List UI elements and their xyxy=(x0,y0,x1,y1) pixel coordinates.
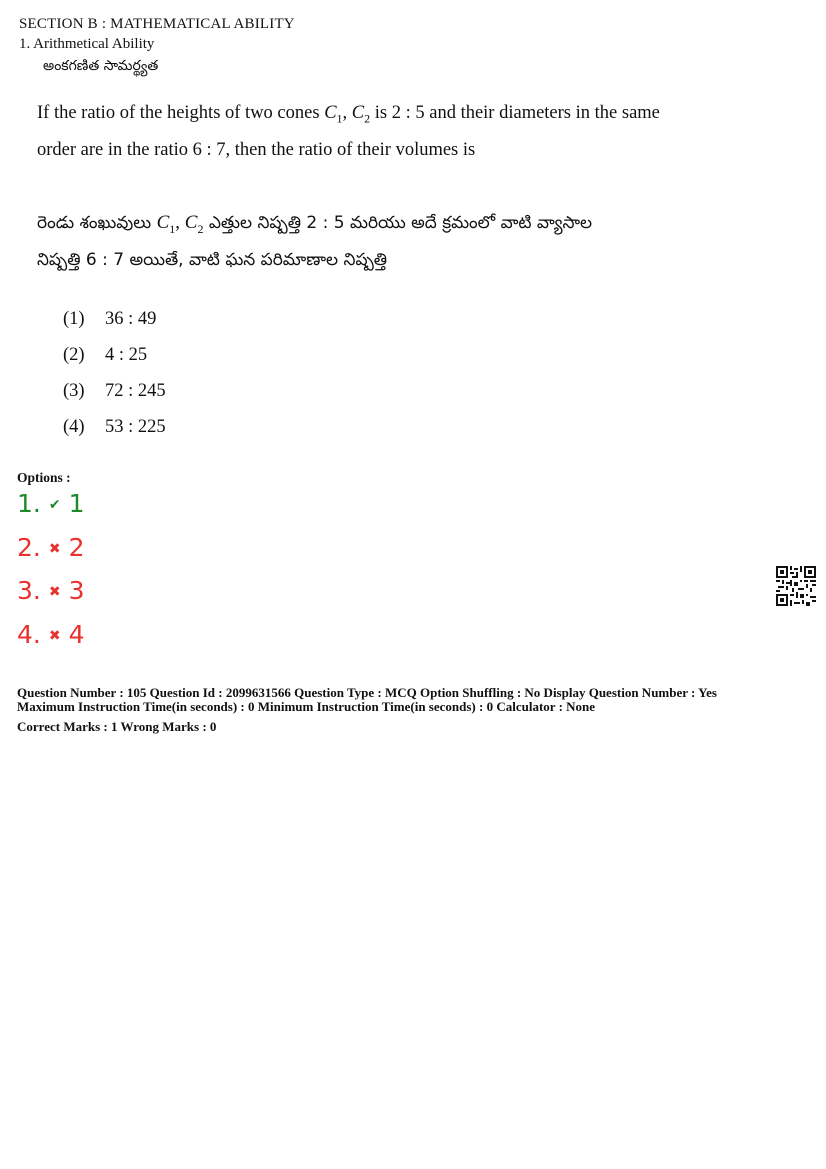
question-text-part: If the ratio of the heights of two cones xyxy=(37,103,325,123)
choice-4 xyxy=(17,620,85,649)
cross-icon: ✖ xyxy=(48,628,61,644)
question-text-te-line2: నిష్పత్తి 6 : 7 అయితే, వాటి ఘన పరిమాణాల నిష్పత్తి xyxy=(37,250,388,270)
option-text: 53 : 225 xyxy=(105,417,166,437)
option-text: 36 : 49 xyxy=(105,309,157,329)
options-label: Options : xyxy=(17,470,71,485)
subsection-heading-telugu: అంకగణిత సామర్థ్యత xyxy=(43,58,159,74)
answer-option-2 xyxy=(63,345,147,366)
cone-c1 xyxy=(324,103,343,126)
cone-c2 xyxy=(351,103,371,126)
option-number: (1) xyxy=(63,309,85,329)
cross-icon: ✖ xyxy=(48,584,61,600)
choice-index: 1. xyxy=(17,489,41,518)
question-metadata-line1: Question Number : 105 Question Id : 2099631566 Question Type : MCQ Option Shuffling : No Display Question Number : Yes xyxy=(17,685,717,700)
cone-c2-letter: C xyxy=(351,103,365,123)
choice-value: 4 xyxy=(68,620,85,649)
choice-1 xyxy=(17,489,85,518)
cone-c2-sub: 2 xyxy=(364,111,371,126)
choice-value: 2 xyxy=(68,533,85,562)
option-text: 72 : 245 xyxy=(105,381,166,401)
question-text-te-part: రెండు శంఖువులు xyxy=(37,213,157,233)
question-text-part: is 2 : 5 and their diameters in the same xyxy=(370,103,660,123)
question-text-en-line2: order are in the ratio 6 : 7, then the ratio of their volumes is xyxy=(37,140,476,160)
question-text-te-part: ఎత్తుల నిష్పత్తి 2 : 5 మరియు అదే క్రమంలో వాటి వ్యాసాల xyxy=(203,213,593,233)
choice-index: 2. xyxy=(17,533,41,562)
cross-icon: ✖ xyxy=(48,541,61,557)
qr-code-icon xyxy=(776,566,816,606)
choice-index: 4. xyxy=(17,620,41,649)
choice-3 xyxy=(17,576,85,605)
choice-2 xyxy=(17,533,85,562)
choice-value: 3 xyxy=(68,576,85,605)
answer-option-4 xyxy=(63,417,166,438)
check-icon: ✔ xyxy=(48,497,61,513)
question-marks: Correct Marks : 1 Wrong Marks : 0 xyxy=(17,719,217,734)
question-metadata-line2: Maximum Instruction Time(in seconds) : 0 Minimum Instruction Time(in seconds) : 0 Calculator : None xyxy=(17,699,596,714)
option-number: (3) xyxy=(63,381,85,401)
question-text-en-line1 xyxy=(37,103,660,127)
cone-c1-letter: C xyxy=(324,103,337,123)
cone-c2-te xyxy=(184,212,204,236)
cone-c2-letter: C xyxy=(184,212,198,233)
section-heading: SECTION B : MATHEMATICAL ABILITY xyxy=(19,16,295,32)
cone-c1-sub: 1 xyxy=(169,221,176,236)
choice-value: 1 xyxy=(68,489,85,518)
choice-index: 3. xyxy=(17,576,41,605)
question-text-te-line1 xyxy=(37,212,592,237)
option-number: (2) xyxy=(63,345,85,365)
cone-c1-letter: C xyxy=(156,212,170,233)
cone-c1-sub: 1 xyxy=(336,111,343,126)
option-number: (4) xyxy=(63,417,85,437)
subsection-heading: 1. Arithmetical Ability xyxy=(19,36,155,52)
cone-c2-sub: 2 xyxy=(197,221,204,236)
cone-c1-te xyxy=(156,212,176,236)
option-text: 4 : 25 xyxy=(105,345,148,365)
comma: , xyxy=(342,103,352,123)
answer-option-1 xyxy=(63,309,156,330)
answer-option-3 xyxy=(63,381,166,402)
comma: , xyxy=(175,212,185,233)
